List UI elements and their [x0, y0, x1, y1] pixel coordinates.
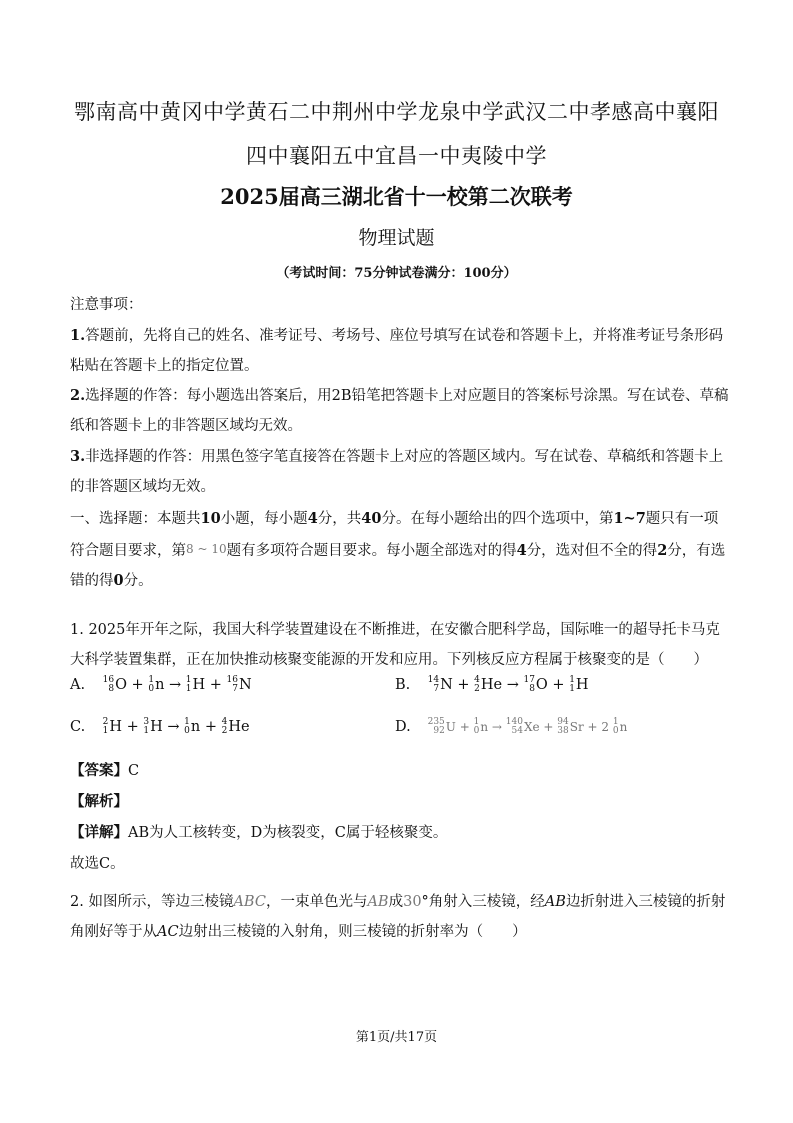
answer-tag: 【答案】 — [70, 762, 128, 779]
notice-item-text: 非选择题的作答：用黑色签字笔直接答在答题卡上对应的答题区域内。写在试卷、草稿纸和答题卡上的非答题区域均无效。 — [70, 449, 724, 495]
q2-text: 边射出三棱镜的入射角，则三棱镜的折射率为（ ） — [178, 924, 527, 940]
section-text: 一、选择题：本题共 — [70, 511, 201, 527]
q2-text: 边折射进入三棱镜的折射角刚好等于从 — [70, 894, 726, 940]
exam-title: 2025届高三湖北省十一校第二次联考 — [220, 184, 573, 209]
notice-item-1 — [70, 321, 730, 381]
option-a-equation: 16 8 O + 1 0 n → 1 1 H + 16 7 N — [102, 675, 252, 694]
section-multi-range: 8 ~ 10 — [186, 542, 227, 556]
exam-meta: （考试时间：75分钟试卷满分：100分） — [276, 266, 517, 281]
section-text: 分。 — [123, 573, 153, 589]
section-single-range: 1~7 — [613, 510, 646, 527]
detail-line — [70, 818, 730, 848]
section-instructions — [70, 504, 730, 596]
page-footer: 第1页/共17页 — [355, 1030, 438, 1045]
detail-text: AB为人工核转变，D为核裂变，C属于轻核聚变。 — [128, 825, 448, 841]
section-text: 分，选对但不全的得 — [526, 543, 658, 559]
answer-line — [70, 756, 730, 786]
schools-line-2: 四中襄阳五中宜昌一中夷陵中学 — [246, 144, 547, 168]
question-1-stem: 1. 2025年开年之际，我国大科学装置建设在不断推进，在安徽合肥科学岛，国际唯一的超导托卡马克大科学装置集群，正在加快推动核聚变能源的开发和应用。下列核反应方程属于核聚变的是（ ） — [70, 622, 720, 668]
section-total: 40 — [361, 510, 382, 527]
section-wrong: 0 — [113, 572, 124, 589]
option-letter: A. — [70, 677, 86, 693]
q2-text: 成 — [388, 894, 404, 910]
conclusion-line: 故选C。 — [70, 856, 125, 872]
notice-heading: 注意事项： — [70, 297, 143, 313]
section-count: 10 — [200, 510, 221, 527]
option-b-equation: 14 7 N + 4 2 He → 17 8 O + 1 1 H — [427, 675, 589, 694]
q2-text: 2. 如图所示，等边三棱镜 — [70, 894, 234, 910]
q2-text: 角射入三棱镜，经 — [428, 894, 545, 910]
question-2-stem: 2. 如图所示，等边三棱镜ABC，一束单色光与AB成30°角射入三棱镜，经AB边折射进入三棱镜的折射角刚好等于从AC边射出三棱镜的入射角，则三棱镜的折射率为（ ） — [70, 894, 726, 940]
analysis-tag: 【解析】 — [70, 793, 128, 810]
option-letter: C. — [70, 719, 86, 735]
notice-item-num: 2. — [70, 387, 86, 404]
option-letter: B. — [395, 677, 411, 693]
option-letter: D. — [395, 718, 411, 735]
notice-item-num: 1. — [70, 327, 86, 344]
notice-item-3 — [70, 442, 730, 502]
section-text: 分。在每小题给出的四个选项中，第 — [381, 511, 614, 527]
option-b[interactable] — [395, 676, 589, 694]
option-c-equation: 2 1 H + 3 1 H → 1 0 n + 4 2 He — [102, 717, 250, 736]
answer-value: C — [128, 763, 140, 779]
q2-text: ，一束单色光与 — [265, 894, 368, 910]
section-full: 4 — [516, 542, 527, 559]
section-text: 分，有选错的得 — [70, 543, 726, 589]
q2-angle: 30 — [403, 894, 422, 910]
section-points: 4 — [307, 510, 318, 527]
notice-item-num: 3. — [70, 448, 86, 465]
q2-ab2: AB — [544, 894, 566, 910]
section-text: 分，共 — [317, 511, 362, 527]
options-row-2 — [70, 718, 730, 748]
option-d[interactable] — [395, 718, 627, 736]
notice-item-text: 答题前，先将自己的姓名、准考证号、考场号、座位号填写在试卷和答题卡上，并将准考证号条形码粘贴在答题卡上的指定位置。 — [70, 328, 724, 374]
section-text: 小题，每小题 — [220, 511, 308, 527]
notice-item-text: 选择题的作答：每小题选出答案后，用2B铅笔把答题卡上对应题目的答案标号涂黑。写在试卷、草稿纸和答题卡上的非答题区域均无效。 — [70, 388, 729, 434]
section-text: 题只有一项符合题目要求，第 — [70, 511, 719, 559]
q2-ac: AC — [157, 924, 179, 940]
q2-ab: AB — [367, 894, 389, 910]
section-partial: 2 — [657, 542, 668, 559]
options-row-1 — [70, 676, 730, 706]
analysis-line — [70, 787, 730, 817]
option-d-equation: 235 92 U + 1 0 n → 140 54 Xe + 94 38 Sr + 2 1 0 n — [427, 717, 628, 736]
option-a[interactable] — [70, 676, 252, 694]
q2-abc: ABC — [233, 894, 266, 910]
schools-line-1: 鄂南高中黄冈中学黄石二中荆州中学龙泉中学武汉二中孝感高中襄阳 — [74, 100, 719, 124]
detail-tag: 【详解】 — [70, 824, 128, 841]
notice-item-2 — [70, 381, 730, 441]
subject-title: 物理试题 — [358, 227, 435, 249]
option-c[interactable] — [70, 718, 250, 736]
section-text: 题有多项符合题目要求。每小题全部选对的得 — [226, 543, 517, 559]
